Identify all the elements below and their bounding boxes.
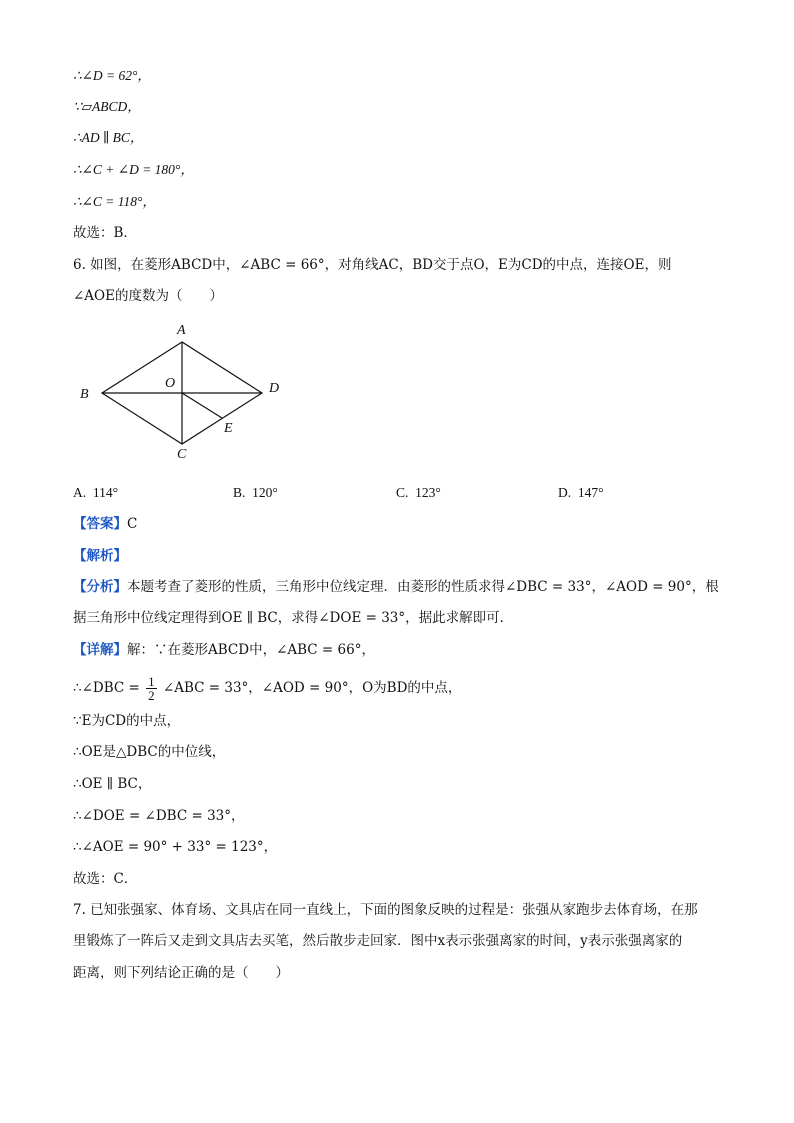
option-d bbox=[558, 483, 604, 503]
fraction-numerator: 1 bbox=[148, 674, 155, 689]
detail-line: ∵E为CD的中点， bbox=[73, 713, 181, 729]
detail-text: ∴∠DBC = bbox=[73, 680, 140, 696]
vertex-label-c: C bbox=[177, 447, 187, 462]
vertex-label-d: D bbox=[269, 381, 280, 396]
option-label: C. bbox=[396, 485, 409, 500]
option-a bbox=[73, 483, 118, 503]
solution-line: ∵▱ABCD， bbox=[73, 99, 141, 114]
vertex-label-b: B bbox=[80, 387, 89, 402]
option-value: 114° bbox=[92, 485, 119, 500]
analysis-tag: 【解析】 bbox=[73, 548, 127, 564]
option-c bbox=[396, 483, 441, 503]
solution-line: 故选：B． bbox=[73, 225, 137, 241]
fraction-denominator: 2 bbox=[148, 688, 155, 703]
detail-line: ∴∠DOE = ∠DBC = 33°， bbox=[73, 808, 245, 824]
point-label-o: O bbox=[165, 376, 176, 391]
analysis-text: 本题考查了菱形的性质，三角形中位线定理．由菱形的性质求得∠DBC = 33°，∠AOD = 90°，根 bbox=[127, 579, 719, 595]
option-label: B. bbox=[233, 485, 246, 500]
analysis-line: 据三角形中位线定理得到OE ∥ BC，求得∠DOE = 33°，据此求解即可． bbox=[73, 610, 514, 626]
detail-line bbox=[73, 640, 375, 660]
detail-tag: 【详解】 bbox=[73, 642, 127, 658]
option-label: D. bbox=[558, 485, 572, 500]
option-b bbox=[233, 483, 278, 503]
point-label-e: E bbox=[224, 421, 233, 436]
solution-line: ∴∠C + ∠D = 180°， bbox=[73, 162, 194, 177]
answer-line bbox=[73, 514, 137, 534]
option-value: 120° bbox=[252, 485, 278, 500]
detail-line: ∴∠AOE = 90° + 33° = 123°， bbox=[73, 839, 278, 855]
question-text: 6. 如图，在菱形ABCD中，∠ABC = 66°，对角线AC，BD交于点O，E为CD的中点，连接OE，则 bbox=[73, 257, 672, 273]
question-text: 距离，则下列结论正确的是（ ） bbox=[73, 965, 289, 981]
question-text: 7. 已知张强家、体育场、文具店在同一直线上，下面的图象反映的过程是：张强从家跑步去体育场，在那 bbox=[73, 902, 698, 918]
detail-line: ∴OE是△DBC的中位线， bbox=[73, 744, 226, 760]
detail-line: 故选：C． bbox=[73, 871, 138, 887]
option-value: 147° bbox=[577, 485, 604, 500]
analysis-sub-tag: 【分析】 bbox=[73, 579, 127, 595]
fraction-one-half bbox=[146, 675, 157, 702]
answer-value: C bbox=[127, 516, 138, 532]
question-text: ∠AOE的度数为（ ） bbox=[73, 288, 223, 304]
detail-text: 解：∵在菱形ABCD中，∠ABC = 66°， bbox=[127, 642, 375, 658]
vertex-label-a: A bbox=[177, 323, 186, 338]
question-text: 里锻炼了一阵后又走到文具店去买笔，然后散步走回家．图中x表示张强离家的时间，y表示张强离家的 bbox=[73, 933, 683, 949]
option-label: A. bbox=[73, 485, 87, 500]
solution-line: ∴∠C = 118°， bbox=[73, 194, 156, 209]
solution-line: ∴AD ∥ BC， bbox=[73, 130, 144, 145]
detail-line: ∴OE ∥ BC， bbox=[73, 776, 152, 792]
analysis-heading bbox=[73, 546, 127, 566]
option-value: 123° bbox=[415, 485, 441, 500]
detail-line bbox=[73, 672, 461, 704]
answer-tag: 【答案】 bbox=[73, 516, 127, 532]
rhombus-figure bbox=[60, 318, 300, 468]
detail-text: ∠ABC = 33°，∠AOD = 90°，O为BD的中点， bbox=[162, 680, 462, 696]
segment-oe bbox=[182, 393, 222, 418]
solution-line: ∴∠D = 62°， bbox=[73, 68, 151, 83]
analysis-line bbox=[73, 577, 719, 597]
